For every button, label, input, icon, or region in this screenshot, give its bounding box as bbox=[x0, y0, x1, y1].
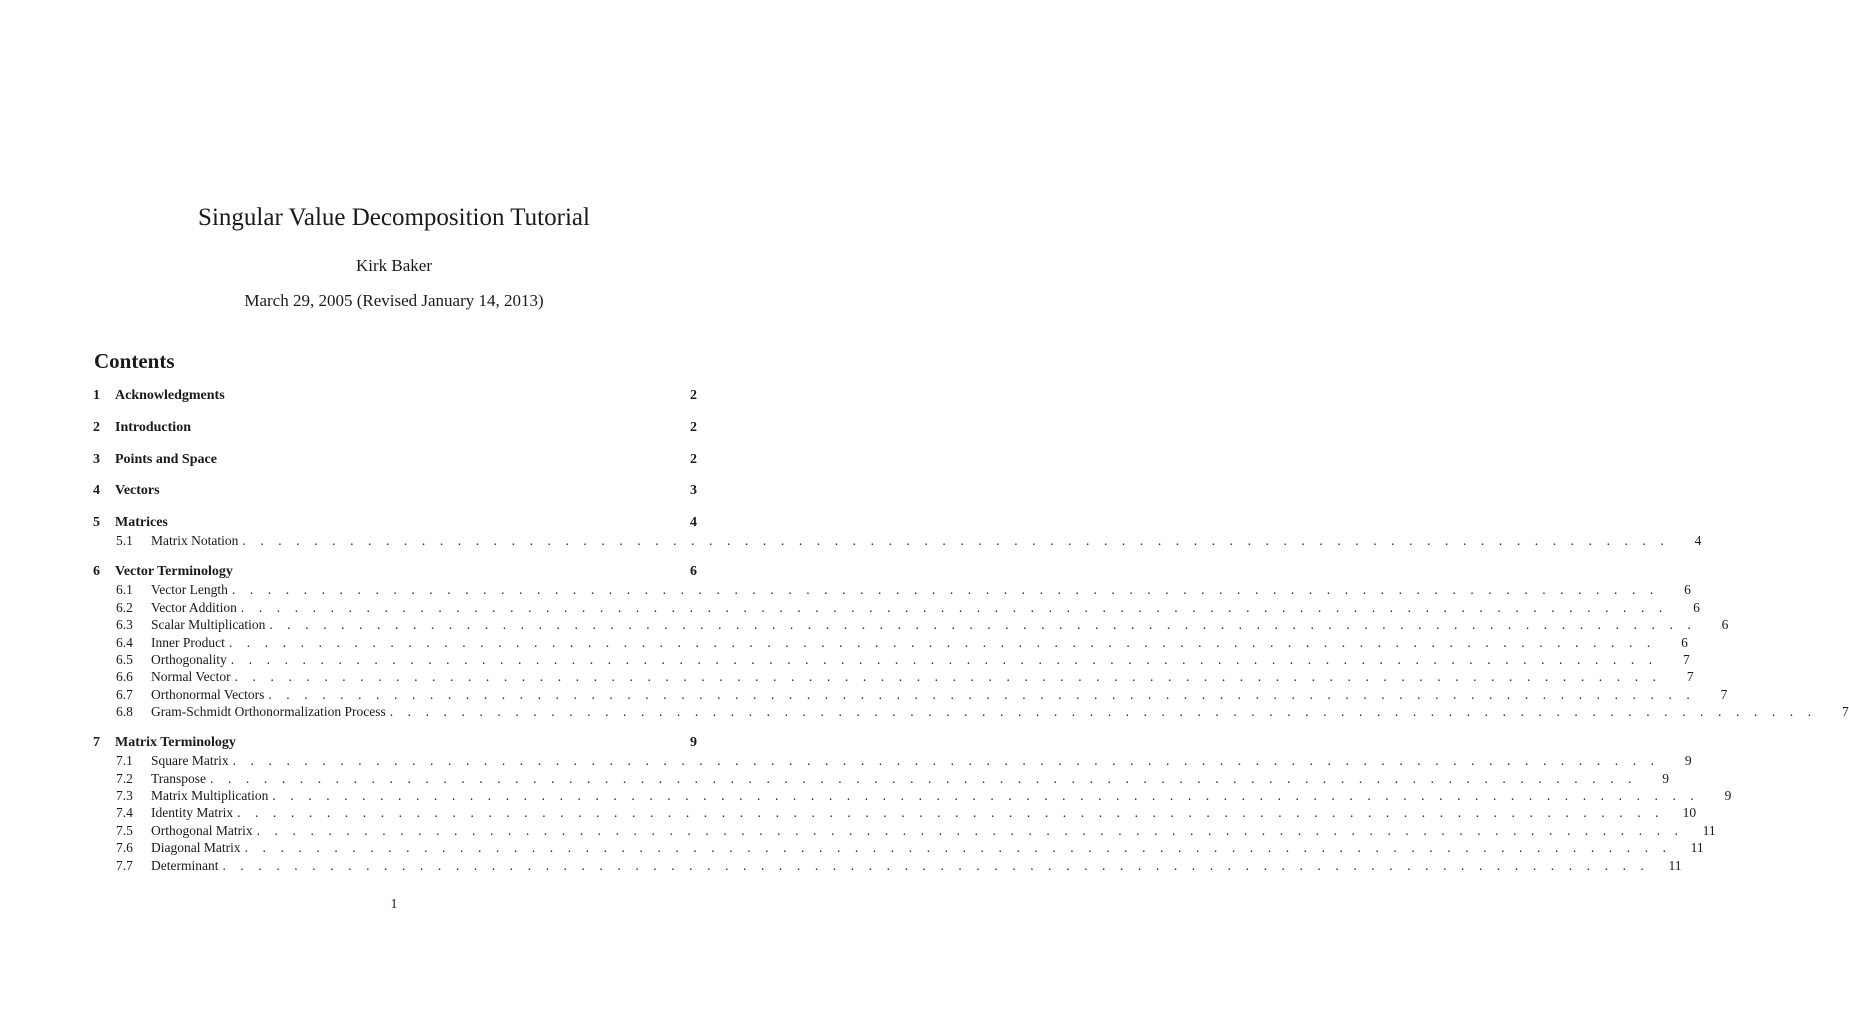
toc-section[interactable] bbox=[93, 734, 697, 752]
toc-subsection-title: Identity Matrix bbox=[151, 805, 234, 821]
document-date: March 29, 2005 (Revised January 14, 2013) bbox=[244, 291, 544, 310]
toc-section-number: 5 bbox=[93, 515, 100, 531]
toc-subsection-page: 4 bbox=[1694, 533, 1702, 549]
toc-subsection[interactable] bbox=[93, 804, 1697, 821]
dot-leader: . . . . . . . . . . . . . . . . . . . . . . . . . . . . . . . . . . . . . . . . . . . . . . . . . . . . . . . . . . . . . . . . . . . . . . . . . . . . . . . . bbox=[244, 840, 1672, 856]
toc-section-number: 7 bbox=[93, 735, 100, 751]
toc-section[interactable] bbox=[93, 563, 697, 581]
dot-leader: . . . . . . . . . . . . . . . . . . . . . . . . . . . . . . . . . . . . . . . . . . . . . . . . . . . . . . . . . . . . . . . . . . . . . . . . . . . . . . . . bbox=[256, 822, 1684, 838]
toc-subsection-number: 7.6 bbox=[116, 840, 133, 856]
document-author: Kirk Baker bbox=[355, 256, 432, 275]
toc-subsection-number: 7.5 bbox=[116, 822, 133, 838]
toc-subsection-number: 5.1 bbox=[116, 533, 133, 549]
toc-subsection[interactable] bbox=[93, 532, 1702, 549]
toc-subsection-number: 6.4 bbox=[116, 634, 133, 650]
toc-subsection-title: Transpose bbox=[151, 770, 207, 786]
toc-subsection-number: 7.7 bbox=[116, 857, 133, 873]
toc-subsection-page: 6 bbox=[1693, 599, 1700, 615]
toc-section[interactable] bbox=[93, 387, 697, 405]
toc-subsection-page: 7 bbox=[1720, 686, 1728, 702]
toc-subsection-title: Inner Product bbox=[151, 634, 225, 650]
toc-subsection[interactable] bbox=[93, 651, 1690, 668]
toc-subsection-page: 6 bbox=[1721, 617, 1729, 633]
dot-leader: . . . . . . . . . . . . . . . . . . . . . . . . . . . . . . . . . . . . . . . . . . . . . . . . . . . . . . . . . . . . . . . . . . . . . . . . . . . . . . . . bbox=[231, 582, 1659, 598]
dot-leader: . . . . . . . . . . . . . . . . . . . . . . . . . . . . . . . . . . . . . . . . . . . . . . . . . . . . . . . . . . . . . . . . . . . . . . . . . . . . . . . . bbox=[269, 617, 1697, 633]
toc-subsection-title: Orthogonal Matrix bbox=[151, 822, 253, 838]
toc-subsection[interactable] bbox=[93, 616, 1729, 633]
toc-subsection-number: 7.1 bbox=[116, 753, 133, 769]
contents-heading: Contents bbox=[94, 349, 175, 373]
toc-subsection-title: Vector Length bbox=[151, 582, 228, 598]
toc-section-title: Matrices bbox=[115, 515, 168, 531]
toc-subsection-number: 7.4 bbox=[116, 805, 133, 821]
dot-leader: . . . . . . . . . . . . . . . . . . . . . . . . . . . . . . . . . . . . . . . . . . . . . . . . . . . . . . . . . . . . . . . . . . . . . . . . . . . . . . . . bbox=[240, 599, 1668, 615]
dot-leader: . . . . . . . . . . . . . . . . . . . . . . . . . . . . . . . . . . . . . . . . . . . . . . . . . . . . . . . . . . . . . . . . . . . . . . . . . . . . . . . . bbox=[272, 788, 1700, 804]
toc-subsection-page: 9 bbox=[1684, 753, 1692, 769]
toc-subsection-title: Vector Addition bbox=[151, 599, 237, 615]
toc-section[interactable] bbox=[93, 482, 697, 500]
toc-subsection-title: Square Matrix bbox=[151, 753, 229, 769]
toc-section-page: 3 bbox=[690, 483, 697, 499]
toc-section-page: 9 bbox=[690, 735, 697, 751]
dot-leader: . . . . . . . . . . . . . . . . . . . . . . . . . . . . . . . . . . . . . . . . . . . . . . . . . . . . . . . . . . . . . . . . . . . . . . . . . . . . . . . . bbox=[237, 805, 1665, 821]
toc-subsection-title: Orthonormal Vectors bbox=[151, 686, 265, 702]
toc-section-number: 2 bbox=[93, 419, 100, 435]
toc-subsection-title: Determinant bbox=[151, 857, 219, 873]
toc-subsection[interactable] bbox=[93, 686, 1728, 703]
toc-subsection-number: 7.3 bbox=[116, 788, 133, 804]
toc-subsection[interactable] bbox=[93, 822, 1716, 839]
table-of-contents bbox=[93, 387, 1849, 874]
toc-subsection-number: 6.1 bbox=[116, 582, 133, 598]
toc-subsection[interactable] bbox=[93, 752, 1692, 769]
toc-subsection-number: 6.7 bbox=[116, 686, 133, 702]
toc-subsection-number: 6.8 bbox=[116, 704, 133, 720]
toc-section-title: Vectors bbox=[115, 483, 160, 499]
toc-section[interactable] bbox=[93, 419, 697, 437]
dot-leader: . . . . . . . . . . . . . . . . . . . . . . . . . . . . . . . . . . . . . . . . . . . . . . . . . . . . . . . . . . . . . . . . . . . . . . . . . . . . . . . . bbox=[389, 704, 1817, 720]
toc-subsection-page: 6 bbox=[1684, 582, 1691, 598]
toc-section-page: 2 bbox=[690, 451, 697, 467]
dot-leader: . . . . . . . . . . . . . . . . . . . . . . . . . . . . . . . . . . . . . . . . . . . . . . . . . . . . . . . . . . . . . . . . . . . . . . . . . . . . . . . . bbox=[230, 651, 1658, 667]
toc-section-title: Introduction bbox=[115, 419, 191, 435]
toc-section-title: Acknowledgments bbox=[115, 388, 225, 403]
toc-subsection[interactable] bbox=[93, 787, 1732, 804]
toc-subsection-page: 11 bbox=[1702, 822, 1716, 838]
toc-subsection-title: Diagonal Matrix bbox=[151, 840, 241, 856]
toc-section-number: 4 bbox=[93, 483, 100, 499]
toc-subsection-title: Gram-Schmidt Orthonormalization Process bbox=[151, 704, 386, 720]
toc-subsection-page: 6 bbox=[1681, 634, 1688, 650]
dot-leader: . . . . . . . . . . . . . . . . . . . . . . . . . . . . . . . . . . . . . . . . . . . . . . . . . . . . . . . . . . . . . . . . . . . . . . . . . . . . . . . . bbox=[210, 770, 1638, 786]
page-number: 1 bbox=[390, 897, 398, 912]
toc-subsection-page: 7 bbox=[1841, 704, 1849, 720]
dot-leader: . . . . . . . . . . . . . . . . . . . . . . . . . . . . . . . . . . . . . . . . . . . . . . . . . . . . . . . . . . . . . . . . . . . . . . . . . . . . . . . . bbox=[228, 634, 1656, 650]
toc-subsection-page: 9 bbox=[1724, 788, 1732, 804]
toc-section[interactable] bbox=[93, 451, 697, 469]
toc-subsection-title: Matrix Multiplication bbox=[151, 788, 269, 804]
toc-subsection-title: Matrix Notation bbox=[151, 533, 239, 549]
toc-subsection[interactable] bbox=[93, 703, 1849, 720]
toc-section-title: Vector Terminology bbox=[115, 564, 233, 580]
document-title: Singular Value Decomposition Tutorial bbox=[198, 204, 590, 231]
toc-subsection-number: 6.5 bbox=[116, 651, 133, 667]
toc-subsection[interactable] bbox=[93, 599, 1700, 616]
toc-subsection-page: 11 bbox=[1690, 840, 1704, 856]
toc-section-page: 2 bbox=[690, 388, 697, 403]
toc-subsection-title: Orthogonality bbox=[151, 651, 227, 667]
toc-subsection-page: 7 bbox=[1686, 669, 1694, 685]
toc-subsection[interactable] bbox=[93, 770, 1670, 787]
toc-subsection-number: 7.2 bbox=[116, 770, 133, 786]
toc-section-title: Points and Space bbox=[115, 451, 217, 467]
toc-section-page: 4 bbox=[690, 515, 697, 531]
toc-section-title: Matrix Terminology bbox=[115, 735, 236, 751]
toc-subsection-title: Normal Vector bbox=[151, 669, 231, 685]
dot-leader: . . . . . . . . . . . . . . . . . . . . . . . . . . . . . . . . . . . . . . . . . . . . . . . . . . . . . . . . . . . . . . . . . . . . . . . . . . . . . . . . bbox=[234, 669, 1662, 685]
toc-subsection[interactable] bbox=[93, 839, 1704, 856]
toc-section-page: 2 bbox=[690, 419, 697, 435]
toc-subsection-page: 11 bbox=[1668, 857, 1682, 873]
dot-leader: . . . . . . . . . . . . . . . . . . . . . . . . . . . . . . . . . . . . . . . . . . . . . . . . . . . . . . . . . . . . . . . . . . . . . . . . . . . . . . . . bbox=[222, 857, 1650, 873]
toc-subsection[interactable] bbox=[93, 581, 1691, 598]
dot-leader: . . . . . . . . . . . . . . . . . . . . . . . . . . . . . . . . . . . . . . . . . . . . . . . . . . . . . . . . . . . . . . . . . . . . . . . . . . . . . . . . bbox=[268, 686, 1696, 702]
toc-section-number: 1 bbox=[93, 388, 100, 403]
dot-leader: . . . . . . . . . . . . . . . . . . . . . . . . . . . . . . . . . . . . . . . . . . . . . . . . . . . . . . . . . . . . . . . . . . . . . . . . . . . . . . . . bbox=[242, 533, 1670, 549]
toc-subsection-number: 6.6 bbox=[116, 669, 133, 685]
toc-section-page: 6 bbox=[690, 564, 697, 580]
toc-subsection[interactable] bbox=[93, 668, 1694, 685]
toc-subsection-page: 10 bbox=[1682, 805, 1697, 821]
toc-subsection-page: 7 bbox=[1683, 651, 1690, 667]
dot-leader: . . . . . . . . . . . . . . . . . . . . . . . . . . . . . . . . . . . . . . . . . . . . . . . . . . . . . . . . . . . . . . . . . . . . . . . . . . . . . . . . bbox=[232, 753, 1660, 769]
toc-section[interactable] bbox=[93, 514, 697, 532]
toc-subsection-number: 6.2 bbox=[116, 599, 133, 615]
toc-section-number: 6 bbox=[93, 564, 100, 580]
toc-subsection[interactable] bbox=[93, 857, 1682, 874]
toc-subsection-page: 9 bbox=[1662, 770, 1670, 786]
toc-subsection-number: 6.3 bbox=[116, 617, 133, 633]
toc-subsection-title: Scalar Multiplication bbox=[151, 617, 266, 633]
toc-subsection[interactable] bbox=[93, 634, 1688, 651]
toc-section-number: 3 bbox=[93, 451, 100, 467]
